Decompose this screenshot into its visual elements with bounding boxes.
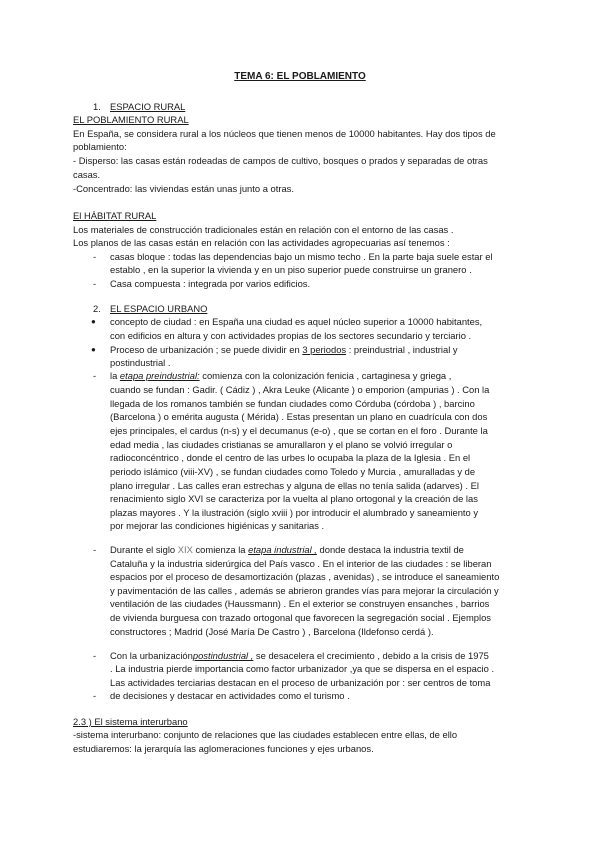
list-item: renacimiento siglo XVI se caracteriza por la vuelta al plano ortogonal y la creación de las bbox=[110, 493, 478, 504]
list-item: por mejorar las condiciones higiénicas y sanitarias . bbox=[110, 520, 325, 531]
list-item: periodo islámico (viii-XV) , se fundan ciudades como Toledo y Murcia , amuralladas y de bbox=[110, 466, 476, 477]
section-number: 1. bbox=[93, 101, 101, 112]
underlined-term: etapa preindustrial: bbox=[119, 370, 200, 381]
text-run: comienza con la colonización fenicia , cartaginesa y griega , bbox=[199, 370, 452, 381]
text-run: Con la urbanización bbox=[110, 650, 193, 661]
subsection-heading: EL POBLAMIENTO RURAL bbox=[73, 114, 189, 125]
dot-bullet: ● bbox=[91, 317, 96, 326]
list-item bbox=[110, 344, 458, 355]
list-item bbox=[110, 544, 464, 555]
dash-bullet: - bbox=[93, 278, 97, 289]
list-item: plazas mayores . Y la ilustración (siglo xviii ) por introducir el alumbrado y saneamiento y bbox=[110, 507, 479, 518]
text-run: XIX bbox=[177, 544, 193, 555]
underlined-term: etapa industrial , bbox=[248, 544, 317, 555]
paragraph-line: -sistema interurbano: conjunto de relaciones que las ciudades establecen entre ellas, de ello bbox=[73, 729, 458, 740]
list-item: espacios por el proceso de desamortización (plazas , avenidas) , se introduce el saneamiento bbox=[110, 571, 500, 582]
text-run: la bbox=[110, 370, 120, 381]
list-item: ventilación de las ciudades (Haussmann) . En el exterior se construyen ensanches , barrios bbox=[110, 598, 490, 609]
list-item: Casa compuesta : integrada por varios edificios. bbox=[110, 278, 311, 289]
section-number: 2. bbox=[93, 303, 101, 314]
list-item: radioconcéntrico , donde el centro de las urbes lo ocupaba la plaza de la Iglesia . En el bbox=[110, 452, 471, 463]
paragraph-line: estudiaremos: la jerarquía las aglomeraciones funciones y ejes urbanos. bbox=[73, 743, 374, 754]
paragraph-line: Los planos de las casas están en relación con las actividades agropecuarias así tenemos : bbox=[73, 237, 450, 248]
list-item: casas bloque : todas las dependencias bajo un mismo techo . En la parte baja suele estar el bbox=[110, 251, 493, 262]
list-item: . La industria pierde importancia como factor urbanizador ,ya que se dispersa en el espacio . bbox=[110, 663, 495, 674]
paragraph-line: En España, se considera rural a los núcleos que tienen menos de 10000 habitantes. Hay dos tipos de bbox=[73, 128, 496, 139]
dash-bullet: - bbox=[93, 690, 97, 701]
subsection-heading: 2.3 ) El sistema interurbano bbox=[73, 716, 188, 727]
dash-bullet: - bbox=[93, 370, 97, 381]
list-item: de decisiones y destacar en actividades como el turismo . bbox=[110, 690, 350, 701]
page-title: TEMA 6: EL POBLAMIENTO bbox=[234, 71, 366, 82]
underlined-term: postindustrial , bbox=[192, 650, 254, 661]
paragraph-line: poblamiento: bbox=[73, 141, 127, 152]
list-item: Cataluña y la industria siderúrgica del País vasco . En el interior de las ciudades : se liberan bbox=[110, 558, 492, 569]
section-heading: ESPACIO RURAL bbox=[110, 101, 186, 112]
list-item: llegada de los romanos también se fundan ciudades como Córduba (córdoba ) , barcino bbox=[110, 398, 475, 409]
list-item: (Barcelona ) o emérita augusta ( Mérida) . Estas presentan un plano en cuadrícula con dos bbox=[110, 411, 488, 422]
list-item: establo , en la superior la vivienda y en un piso superior puede construirse un granero . bbox=[110, 264, 472, 275]
list-item bbox=[110, 650, 489, 661]
list-item: con edificios en altura y con actividades propias de los sectores secundario y terciario . bbox=[110, 330, 472, 341]
list-item: cuando se fundan : Gadir. ( Cádiz ) , Akra Leuke (Alicante ) o emporion (ampurias ) . Con la bbox=[110, 384, 490, 395]
section-heading: EL ESPACIO URBANO bbox=[110, 303, 208, 314]
text-run: : preindustrial , industrial y bbox=[346, 344, 458, 355]
list-item bbox=[110, 370, 451, 381]
dash-bullet: - bbox=[93, 251, 97, 262]
text-run: Proceso de urbanización ; se puede dividir en bbox=[110, 344, 303, 355]
text-run: se desacelera el crecimiento , debido a la crisis de 1975 bbox=[253, 650, 489, 661]
list-item: Las actividades terciarias destacan en el proceso de urbanización por : ser centros de toma bbox=[110, 677, 491, 688]
list-item: constructores ; Madrid (José María De Castro ) , Barcelona (Ildefonso cerdá ). bbox=[110, 626, 434, 637]
list-item: postindustrial . bbox=[110, 357, 171, 368]
paragraph-line: - Disperso: las casas están rodeadas de campos de cultivo, bosques o prados y separadas de otras bbox=[73, 155, 488, 166]
text-run: donde destaca la industria textil de bbox=[316, 544, 464, 555]
text-run: Durante el siglo bbox=[110, 544, 178, 555]
paragraph-line: Los materiales de construcción tradicionales están en relación con el entorno de las casas . bbox=[73, 224, 454, 235]
paragraph-line: -Concentrado: las viviendas están unas junto a otras. bbox=[73, 183, 294, 194]
list-item: plano irregular . Las calles eran estrechas y alguna de ellas no tenía salida (adarves) . El bbox=[110, 480, 479, 491]
paragraph-line: casas. bbox=[73, 169, 101, 180]
text-run: comienza la bbox=[192, 544, 249, 555]
dash-bullet: - bbox=[93, 650, 97, 661]
subsection-heading: El HÁBITAT RURAL bbox=[73, 210, 157, 221]
list-item: de vivienda burguesa con trazado ortogonal que favorecen la segregación social . Ejemplos bbox=[110, 612, 491, 623]
list-item: y pavimentación de las calles , además se abrieron grandes vías para mejorar la circulación y bbox=[110, 585, 499, 596]
list-item: ejes principales, el cardus (n-s) y el decumanus (e-o) , que se cortan en el foro . Durante la bbox=[110, 425, 488, 436]
list-item: concepto de ciudad : en España una ciudad es aquel núcleo superior a 10000 habitantes, bbox=[110, 316, 483, 327]
underlined-term: 3 periodos bbox=[302, 344, 347, 355]
list-item: edad media , las ciudades cristianas se amurallaron y el plano se volvió irregular o bbox=[110, 439, 453, 450]
dash-bullet: - bbox=[93, 544, 97, 555]
dot-bullet: ● bbox=[91, 345, 96, 354]
